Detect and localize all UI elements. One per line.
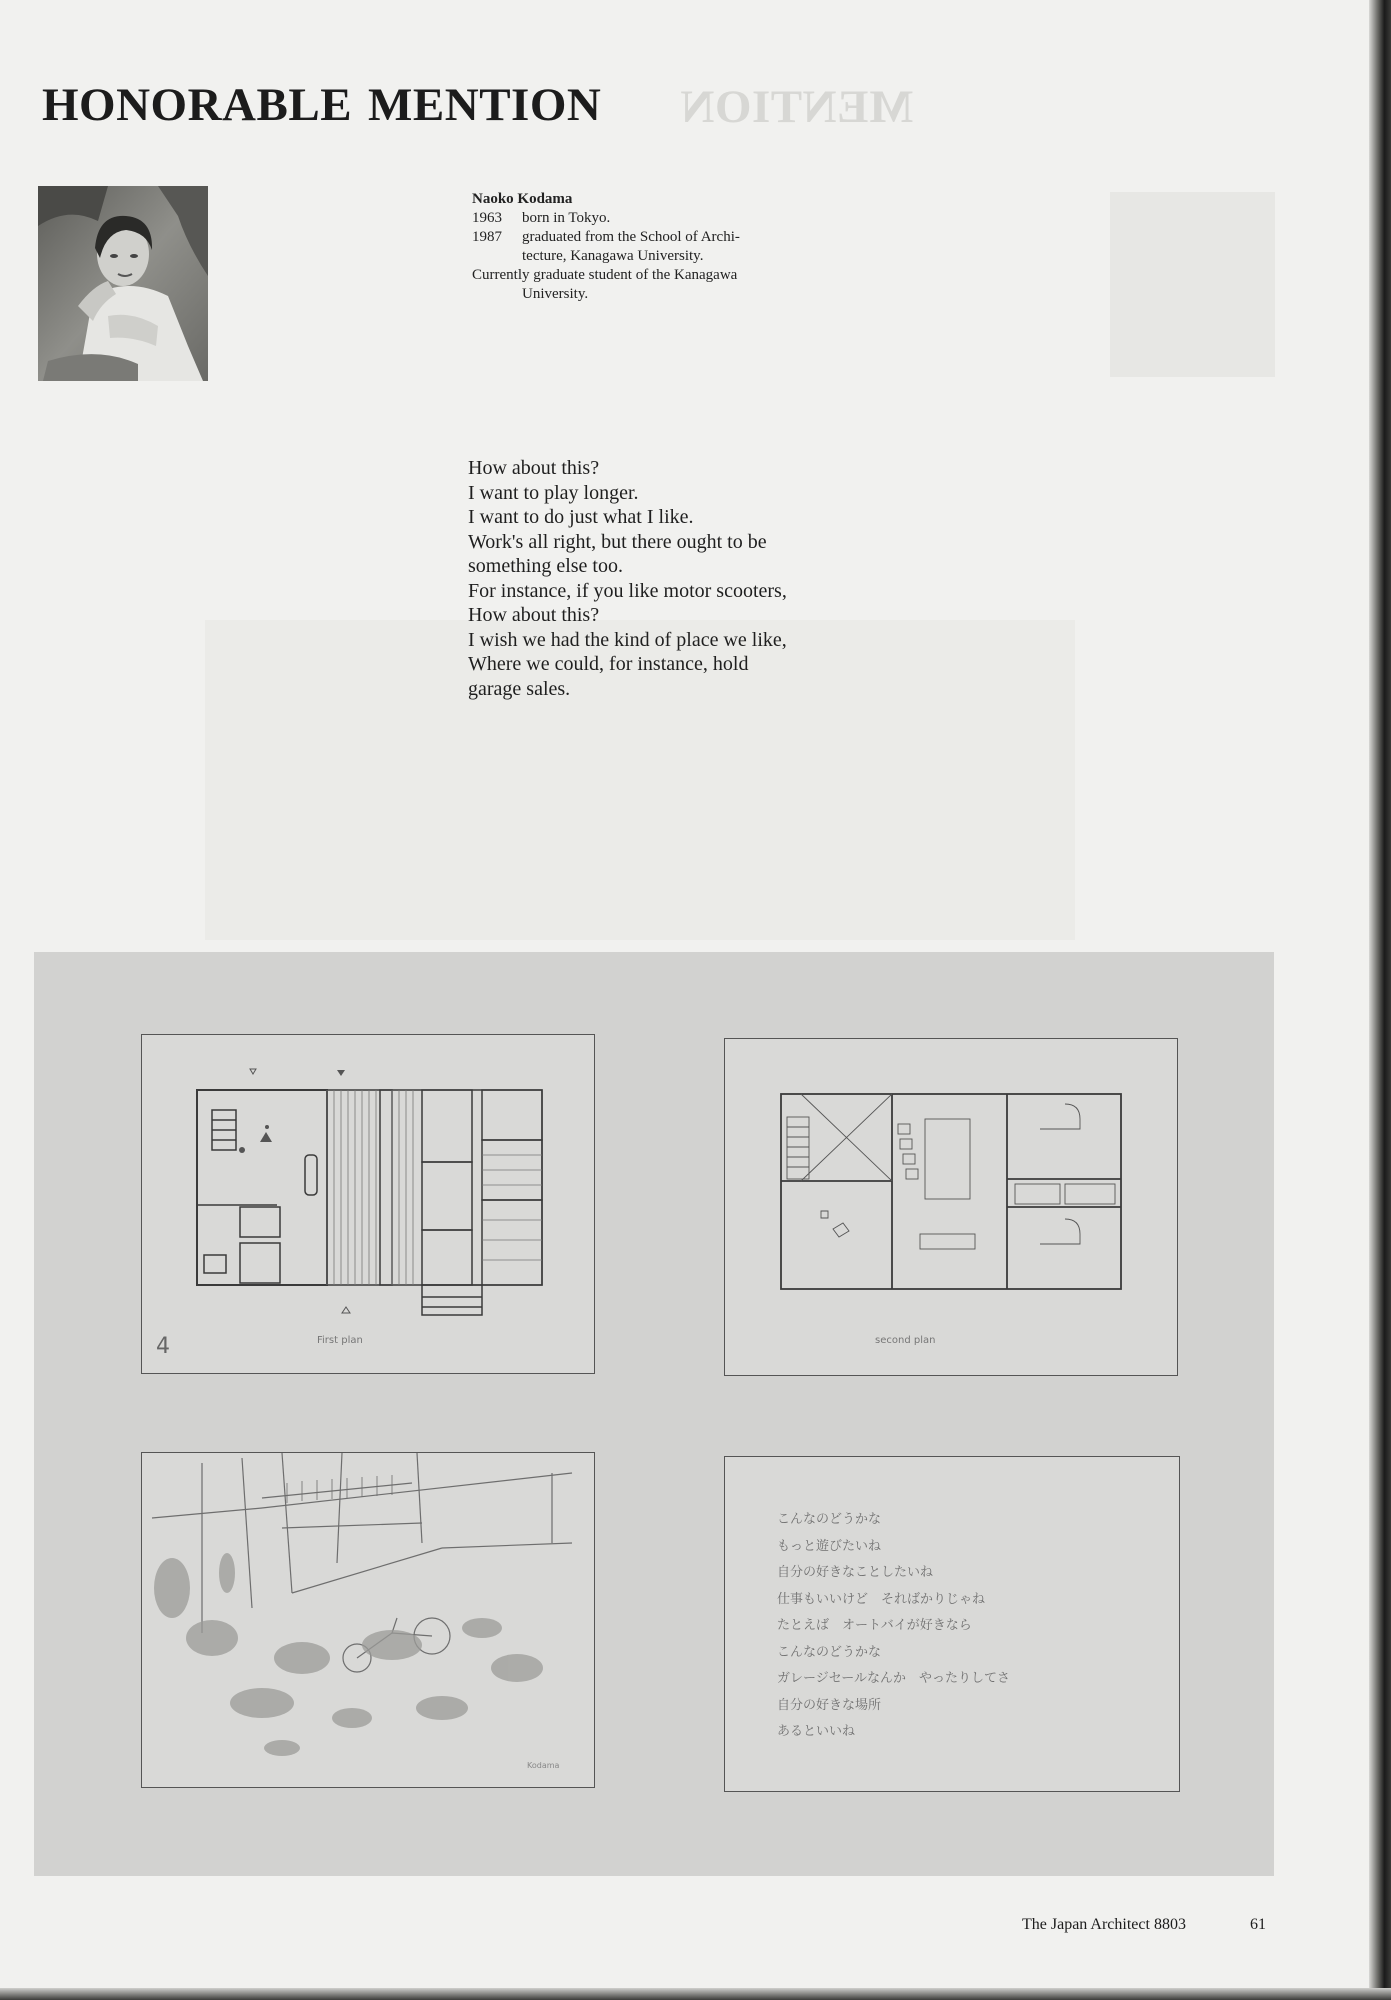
note-line: こんなのどうかな — [777, 1512, 882, 1527]
show-through-photo — [1110, 192, 1275, 377]
page-title — [42, 78, 601, 132]
first-floor-plan-drawing — [142, 1035, 596, 1375]
poem-line: How about this? — [468, 604, 600, 626]
second-floor-plan-drawing — [725, 1039, 1179, 1377]
entry-poem-text — [468, 456, 878, 701]
author-biography — [472, 190, 872, 304]
poem-line: garage sales. — [468, 677, 571, 700]
bio-note-continued: University. — [522, 286, 589, 302]
publication-name: The Japan Architect 8803 — [1022, 1916, 1186, 1933]
bio-entry — [472, 209, 872, 228]
show-through-title: MENTION — [680, 81, 914, 133]
page-bottom-edge — [0, 1988, 1391, 2000]
second-plan-caption: second plan — [875, 1335, 936, 1346]
page-binding-edge — [1369, 0, 1391, 2000]
bio-note: Currently graduate student of the Kanagawa — [472, 267, 738, 283]
bio-text: born in Tokyo. — [522, 210, 611, 226]
poem-line: For instance, if you like motor scooters, — [468, 579, 787, 602]
note-line: もっと遊びたいね — [777, 1538, 882, 1554]
bio-entry — [472, 228, 872, 247]
first-plan-caption: First plan — [317, 1335, 363, 1346]
sketch-signature: Kodama — [527, 1761, 560, 1770]
poem-line: I want to do just what I like. — [468, 506, 694, 528]
poem-line: I wish we had the kind of place we like, — [468, 628, 787, 651]
poem-line: Work's all right, but there ought to be — [468, 530, 767, 553]
competition-boards-figure — [34, 952, 1274, 1876]
plan-number-text: 4 — [156, 1334, 170, 1359]
note-line: 自分の好きな場所 — [777, 1697, 882, 1713]
poem-line: Where we could, for instance, hold — [468, 653, 749, 675]
courtyard-motorcycle-sketch — [142, 1453, 596, 1789]
poem-line: something else too. — [468, 555, 623, 577]
note-line: 自分の好きなことしたいね — [777, 1565, 934, 1580]
poem-line: How about this? — [468, 457, 600, 479]
author-name: Naoko Kodama — [472, 191, 573, 207]
watercolor-sketch-panel — [141, 1452, 595, 1788]
bio-text: graduated from the School of Archi- — [522, 229, 740, 245]
title-word-honorable: HONORABLE — [42, 79, 353, 131]
bio-year: 1987 — [472, 229, 502, 245]
first-floor-plan-panel — [141, 1034, 595, 1374]
title-word-mention: MENTION — [368, 79, 602, 131]
author-portrait-photo — [38, 186, 208, 381]
bio-year: 1963 — [472, 210, 502, 226]
handwritten-note-panel — [724, 1456, 1180, 1792]
poem-line: I want to play longer. — [468, 481, 639, 504]
note-line: あるといいね — [777, 1724, 856, 1739]
bio-text-continued: tecture, Kanagawa University. — [522, 248, 704, 264]
second-floor-plan-panel — [724, 1038, 1178, 1376]
note-line: こんなのどうかな — [777, 1644, 882, 1660]
note-line: たとえば オートバイが好きなら — [777, 1618, 972, 1633]
portrait-image — [38, 186, 208, 381]
note-line: ガレージセールなんか やったりしてさ — [777, 1671, 1010, 1686]
handwritten-japanese-note — [777, 1507, 1010, 1746]
page-number: 61 — [1250, 1916, 1266, 1933]
note-line: 仕事もいいけど そればかりじゃね — [777, 1591, 986, 1607]
